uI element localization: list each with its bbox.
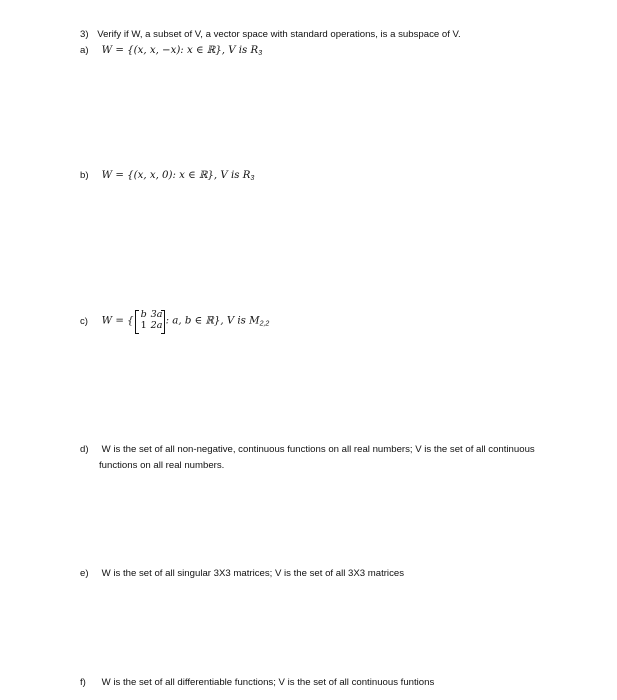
- matrix-left-bracket: [135, 310, 139, 334]
- part-b-space-sub: 3: [250, 175, 255, 182]
- part-a-label: a): [80, 45, 89, 56]
- part-a-space: V is R: [228, 45, 259, 56]
- part-e-text: W is the set of all singular 3X3 matrices; V is the set of all 3X3 matrices: [101, 568, 404, 579]
- part-e-label: e): [80, 568, 89, 579]
- part-f: [80, 677, 434, 688]
- part-b-label: b): [80, 170, 89, 181]
- part-c-set-suffix: : a, b ∈ ℝ}, V is M: [165, 315, 260, 327]
- part-f-label: f): [80, 677, 86, 688]
- part-b-set: W = {(x, x, 0): x ∈ ℝ}: [101, 170, 214, 181]
- part-f-text: W is the set of all differentiable functions; V is the set of all continuous funtions: [101, 677, 435, 688]
- matrix-r1c1: b: [140, 309, 147, 320]
- part-d-continuation: [99, 460, 224, 471]
- part-c-matrix: [135, 310, 165, 332]
- part-e: [80, 568, 404, 579]
- question-number: 3): [80, 29, 89, 40]
- question-header: [80, 29, 461, 40]
- part-b-space: V is R: [220, 170, 251, 181]
- part-c-set-prefix: W = {: [101, 315, 134, 327]
- part-b: b) W = {(x, x, 0): x ∈ ℝ}, V is $R_3$: [80, 170, 255, 182]
- part-d-line1: W is the set of all non-negative, continuous functions on all real numbers; V is the set of all continuous: [101, 444, 535, 455]
- question-text: Verify if W, a subset of V, a vector space with standard operations, is a subspace of V.: [97, 29, 461, 40]
- part-c: [80, 310, 269, 332]
- part-c-label: c): [80, 315, 88, 327]
- part-d-label: d): [80, 444, 89, 455]
- part-a: a) W = {(x, x, −x): x ∈ ℝ}, V is $R_3$: [80, 45, 263, 57]
- part-a-set: W = {(x, x, −x): x ∈ ℝ}: [101, 45, 222, 56]
- matrix-r2c2: 2a: [150, 320, 163, 331]
- part-c-space-sub: 2,2: [259, 320, 270, 328]
- matrix-r2c1: 1: [140, 320, 147, 331]
- part-d: [80, 444, 535, 455]
- matrix-r1c2: 3a: [150, 309, 163, 320]
- part-d-line2: functions on all real numbers.: [99, 460, 225, 471]
- part-a-space-sub: 3: [258, 50, 263, 57]
- matrix-right-bracket: [161, 310, 165, 334]
